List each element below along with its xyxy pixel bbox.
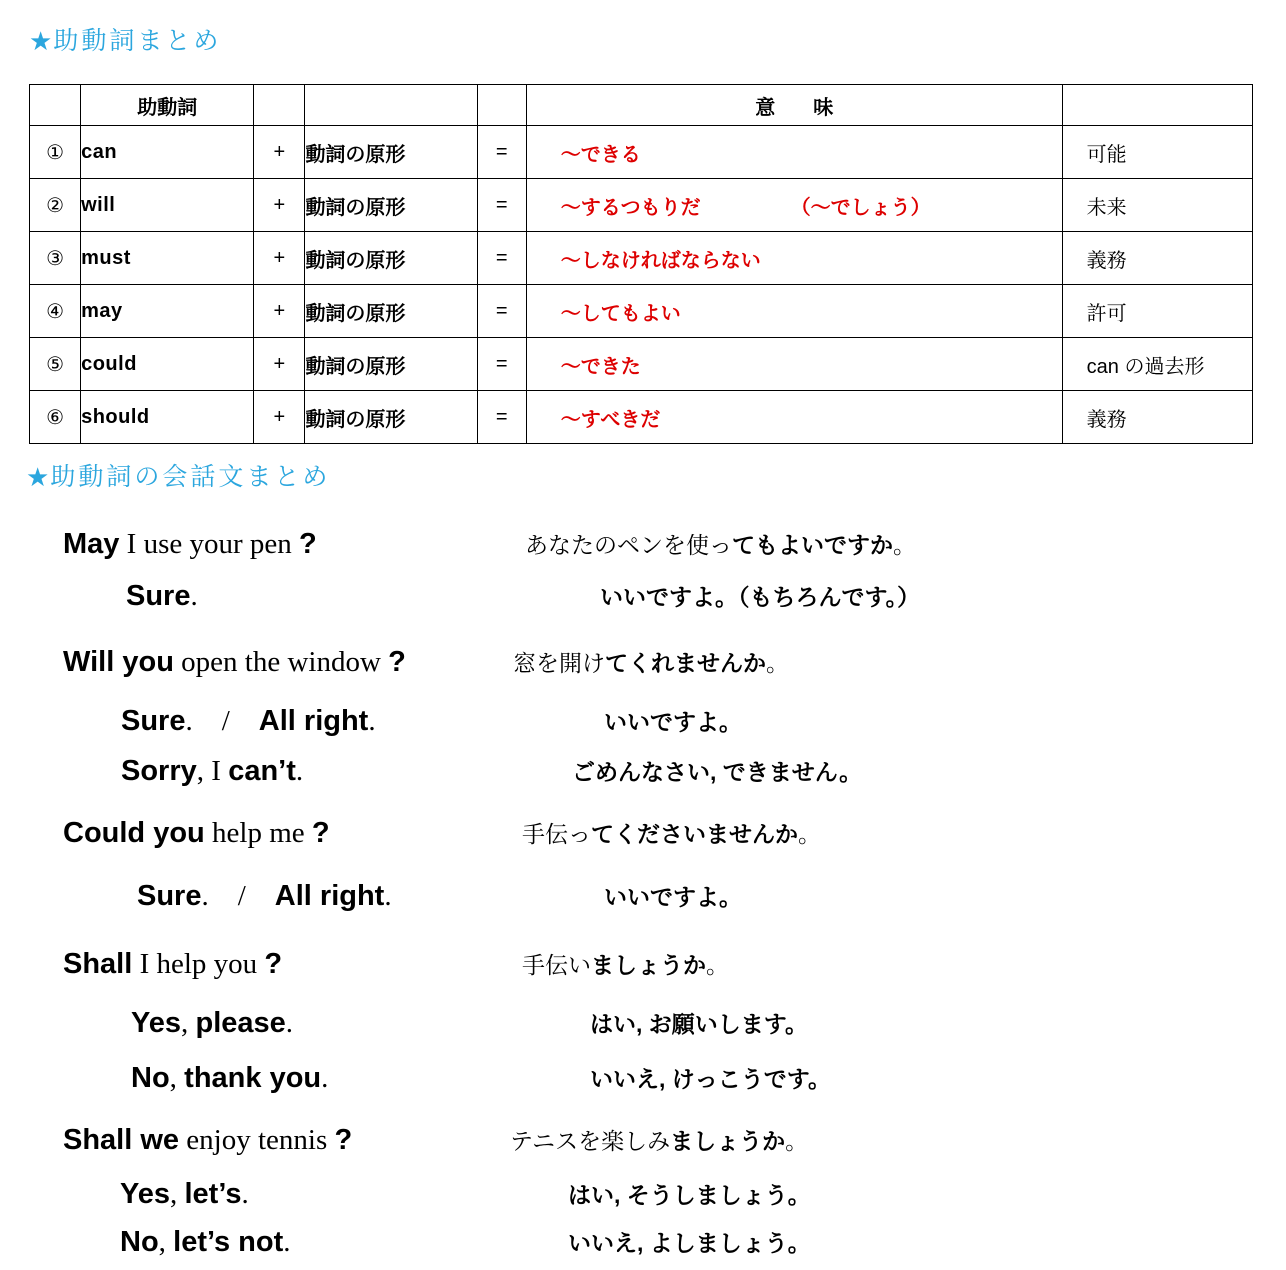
cell-equals: = [477,126,526,179]
question-modal: Shall we [63,1124,180,1156]
cell-base-form: 動詞の原形 [305,285,477,338]
cell-plus: + [254,285,305,338]
translation-bold: いいえ, けっこうです。 [590,1066,831,1092]
answer-text-alt: All right [274,880,385,912]
translation-bold: てくださいませんか [591,821,798,847]
dialogue-question-translation [522,954,729,977]
answer-punct-alt: . [368,705,376,737]
dialogue-question-translation [513,652,789,675]
answer-text-alt: All right [258,705,369,737]
answer-text: Sorry [121,755,197,787]
cell-equals: = [477,338,526,391]
section-heading-dialogues [26,464,330,490]
cell-plus: + [254,391,305,444]
dialogue-question-translation [525,534,916,557]
table-row [30,338,1253,391]
dialogue-answer [131,1009,293,1038]
answer-text: No [131,1062,170,1094]
answer-text-alt: thank you [184,1062,322,1094]
answer-punct-alt: . [295,755,304,787]
translation-tail: 。 [785,1128,809,1154]
question-mark: ? [264,948,283,980]
header-cell-modal: 助動詞 [81,85,254,126]
cell-base-form: 動詞の原形 [305,391,477,444]
question-rest: enjoy tennis [186,1124,328,1156]
cell-base-form: 動詞の原形 [305,338,477,391]
section-heading-modals-label: 助動詞まとめ [53,27,222,55]
translation-tail: 。 [893,532,916,558]
cell-modal: will [81,179,254,232]
answer-pronoun: I [211,755,221,787]
dialogue-question [63,648,406,677]
cell-index: ④ [30,285,81,338]
table-header-row [30,85,1253,126]
cell-category: 義務 [1062,232,1252,285]
answer-text: No [120,1226,159,1258]
answer-text: Sure [137,880,202,912]
dialogue-answer-translation [590,1013,808,1036]
answer-punct-alt: . [241,1178,249,1210]
dialogue-answer [137,882,392,911]
answer-separator: / [221,705,230,737]
dialogue-question [63,1126,352,1155]
translation-bold: ましょうか [591,952,706,978]
translation-plain: 手伝っ [522,821,591,847]
cell-index: ⑥ [30,391,81,444]
translation-tail: 。 [706,952,729,978]
translation-bold: いいですよ。（もちろんです。） [600,584,921,610]
dialogue-answer [120,1228,291,1257]
translation-plain: あなたのペンを使っ [525,532,732,558]
translation-bold: いいえ, よしましょう。 [568,1230,811,1256]
answer-punct-alt: . [384,880,392,912]
cell-plus: + [254,126,305,179]
cell-category: 未来 [1062,179,1252,232]
answer-punct-alt: . [283,1226,291,1258]
dialogue-answer [126,582,198,611]
cell-category: 許可 [1062,285,1252,338]
dialogue-answer-translation [572,761,862,784]
dialogue-question [63,819,330,848]
dialogue-answer [131,1064,328,1093]
question-modal: Will you [63,646,174,678]
translation-bold: ましょうか [670,1128,786,1154]
translation-bold: いいですよ。 [604,884,742,910]
answer-punct: . [201,880,209,912]
translation-bold: はい, そうしましょう。 [568,1182,811,1208]
translation-tail: 。 [798,821,821,847]
cell-equals: = [477,285,526,338]
cell-equals: = [477,179,526,232]
table-row [30,126,1253,179]
table-row [30,232,1253,285]
question-modal: Could you [63,817,205,849]
cell-base-form: 動詞の原形 [305,232,477,285]
table-row [30,391,1253,444]
cell-category: 義務 [1062,391,1252,444]
translation-plain: 手伝い [522,952,591,978]
cell-meaning: 〜できる [526,126,1062,179]
cell-meaning: 〜できた [526,338,1062,391]
translation-bold: てもよいですか [732,532,893,558]
dialogue-answer-translation [600,586,920,609]
answer-punct: , [196,755,205,787]
translation-plain: テニスを楽しみ [510,1128,671,1154]
star-icon: ★ [26,462,50,492]
table-row [30,285,1253,338]
cell-equals: = [477,391,526,444]
question-rest: I help you [139,948,258,980]
question-mark: ? [299,528,317,560]
cell-index: ② [30,179,81,232]
cell-index: ③ [30,232,81,285]
answer-punct: . [185,705,193,737]
header-cell-meaning: 意 味 [526,85,1062,126]
answer-text-alt: let’s [184,1178,242,1210]
answer-punct-alt: . [321,1062,329,1094]
translation-bold: いいですよ。 [604,709,742,735]
translation-tail: 。 [766,650,789,676]
dialogue-answer-translation [568,1184,811,1207]
cell-modal: must [81,232,254,285]
answer-text-alt: can’t [228,755,296,787]
answer-punct: . [190,580,198,612]
section-heading-modals [29,28,221,54]
answer-text: Yes [131,1007,181,1039]
cell-category: 可能 [1062,126,1252,179]
dialogue-question [63,950,282,979]
cell-index: ① [30,126,81,179]
dialogue-answer [120,1180,249,1209]
question-modal: May [63,528,120,560]
answer-text-alt: please [195,1007,286,1039]
cell-base-form: 動詞の原形 [305,126,477,179]
cell-modal: may [81,285,254,338]
question-rest: help me [212,817,305,849]
cell-modal: should [81,391,254,444]
question-mark: ? [388,646,406,678]
dialogue-answer-translation [568,1232,811,1255]
modal-verbs-table [29,84,1253,444]
section-heading-dialogues-label: 助動詞の会話文まとめ [50,463,331,491]
question-rest: I use your pen [126,528,292,560]
table-row [30,179,1253,232]
header-cell-plus [254,85,305,126]
cell-plus: + [254,338,305,391]
dialogue-answer-translation [604,711,742,734]
answer-text: Sure [121,705,186,737]
answer-separator: / [237,880,246,912]
cell-plus: + [254,232,305,285]
question-rest: open the window [181,646,381,678]
header-cell-index [30,85,81,126]
header-cell-equals [477,85,526,126]
answer-text-alt: let’s not [173,1226,284,1258]
answer-text: Sure [126,580,191,612]
star-icon: ★ [29,26,53,56]
cell-meaning: 〜してもよい [526,285,1062,338]
dialogue-answer-translation [604,886,742,909]
translation-bold: ごめんなさい, できません。 [572,759,863,785]
answer-text: Yes [120,1178,170,1210]
cell-modal: could [81,338,254,391]
answer-punct: , [170,1178,178,1210]
question-mark: ? [311,817,330,849]
translation-plain: 窓を開け [513,650,605,676]
dialogue-answer [121,757,303,786]
cell-index: ⑤ [30,338,81,391]
header-cell-category [1062,85,1252,126]
answer-punct: , [158,1226,166,1258]
cell-equals: = [477,232,526,285]
dialogue-question-translation [522,823,821,846]
dialogue-question [63,530,317,559]
cell-category: can の過去形 [1062,338,1252,391]
cell-base-form: 動詞の原形 [305,179,477,232]
cell-meaning: 〜すべきだ [526,391,1062,444]
dialogue-question-translation [510,1130,808,1153]
answer-punct-alt: . [285,1007,294,1039]
question-modal: Shall [63,948,133,980]
question-mark: ? [334,1124,353,1156]
translation-bold: はい, お願いします。 [590,1011,808,1037]
answer-punct: , [169,1062,177,1094]
cell-meaning: 〜しなければならない [526,232,1062,285]
cell-modal: can [81,126,254,179]
dialogue-answer-translation [590,1068,831,1091]
cell-meaning: 〜するつもりだ （〜でしょう） [526,179,1062,232]
translation-bold: てくれませんか [605,650,766,676]
answer-punct: , [181,1007,189,1039]
header-cell-base [305,85,477,126]
dialogue-answer [121,707,376,736]
cell-plus: + [254,179,305,232]
